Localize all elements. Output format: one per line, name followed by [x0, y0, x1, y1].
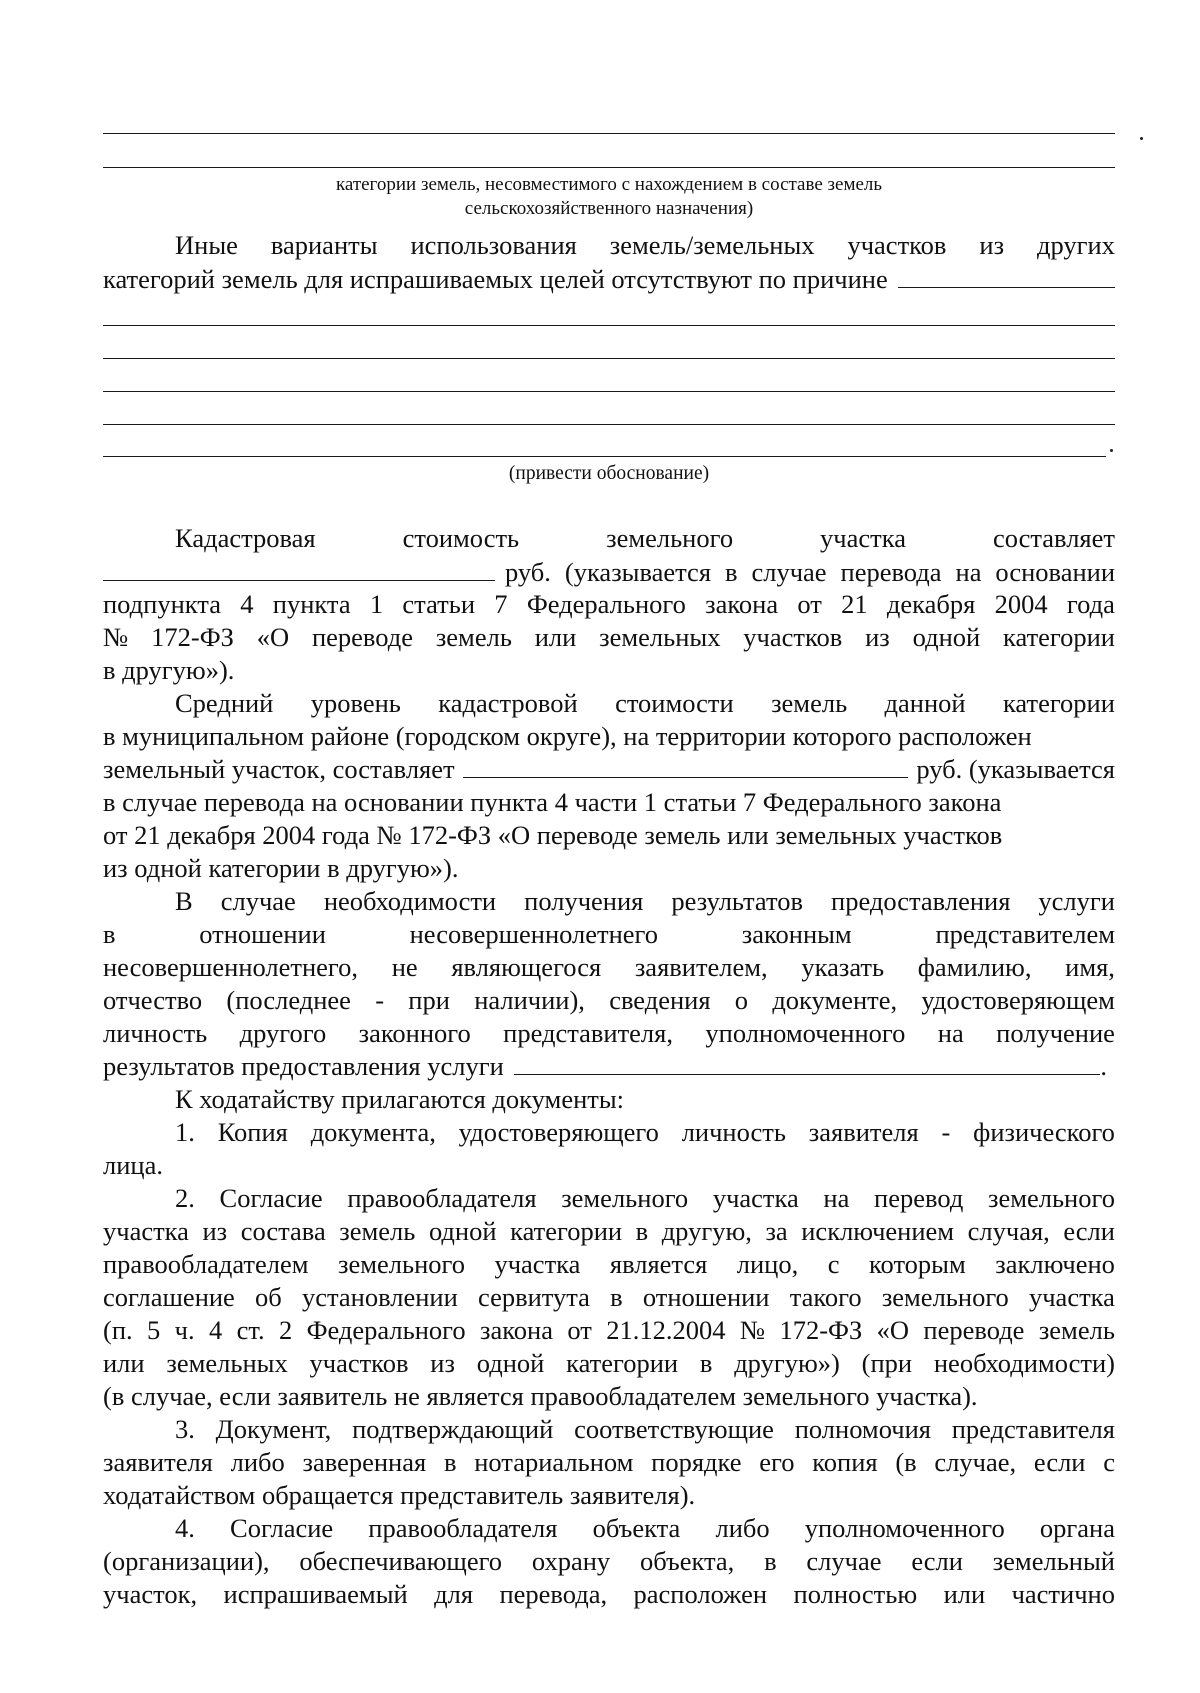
word: получение [996, 1018, 1115, 1048]
word: в [635, 1216, 649, 1246]
word: № [103, 622, 129, 652]
word: стоимость [402, 523, 520, 553]
paragraph-line [103, 1181, 1115, 1215]
caption-land-category [103, 173, 1115, 221]
word: Документ, [215, 1414, 332, 1444]
word: объекта [592, 1513, 681, 1543]
word: для [434, 1579, 474, 1609]
paragraph-line [103, 1346, 1115, 1380]
word: уполномоченного [705, 1018, 906, 1048]
word: объекта, [639, 1546, 735, 1576]
word: лицо, [736, 1249, 799, 1279]
word: участка [1028, 1282, 1115, 1312]
fill-line [103, 358, 1115, 359]
word: подпункта [103, 589, 221, 619]
paragraph-line [103, 262, 1115, 296]
word: Согласие [219, 1183, 323, 1213]
paragraph-line [103, 1280, 1115, 1314]
word: Кадастровая [175, 523, 316, 553]
word: 7 [494, 589, 508, 619]
text-fragment: категорий земель для испрашиваемых целей отсутствуют по причине [103, 264, 888, 294]
word: в [443, 1447, 457, 1477]
word: правообладателя [368, 1513, 558, 1543]
word: о [734, 985, 749, 1015]
word: случае [806, 1546, 882, 1576]
word: фамилию, [917, 952, 1032, 982]
word: с [1103, 1447, 1115, 1477]
paragraph-line [103, 983, 1115, 1017]
word: заявителя [808, 1117, 919, 1147]
word: такого [789, 1282, 862, 1312]
word: составляет [992, 523, 1115, 553]
word: представителя, [503, 1018, 673, 1048]
word: или [943, 1579, 986, 1609]
word: исключением [801, 1216, 955, 1246]
word: полностью [793, 1579, 918, 1609]
word: участок, [103, 1579, 198, 1609]
word: копия [812, 1447, 878, 1477]
word: Иные [175, 230, 238, 260]
word: одной [476, 1348, 545, 1378]
word: земельного [338, 1249, 465, 1279]
paragraph-line [103, 1016, 1115, 1050]
word: порядке [651, 1447, 742, 1477]
word: или [103, 1348, 145, 1378]
word: участков [743, 622, 843, 652]
stray-dot [1140, 137, 1143, 140]
word: варианты [270, 230, 378, 260]
fill-line [103, 456, 1106, 457]
word: если [1063, 1216, 1115, 1246]
word: переводе [311, 622, 413, 652]
word: расположен [633, 1579, 768, 1609]
word: случая, [967, 1216, 1050, 1246]
word: из [979, 230, 1005, 260]
word: документе, [772, 985, 898, 1015]
period-mark [1110, 449, 1113, 452]
word: - [375, 985, 385, 1015]
word: от [797, 589, 822, 619]
word: отношении [642, 1282, 770, 1312]
word: при [408, 985, 450, 1015]
word: на [823, 1183, 850, 1213]
word: случае, [934, 1447, 1017, 1477]
word: из [865, 622, 890, 652]
fill-line [103, 325, 1115, 326]
word: кадастровой [438, 688, 578, 718]
paragraph-line [103, 1445, 1115, 1479]
text-fragment: руб. (указывается [916, 754, 1115, 784]
word: если [1033, 1447, 1086, 1477]
word: правообладателем [103, 1249, 309, 1279]
word: документа, [310, 1117, 436, 1147]
word: 21.12.2004 [606, 1315, 726, 1345]
word: охрану [531, 1546, 611, 1576]
word: сервитута [477, 1282, 590, 1312]
word: отчество [103, 985, 203, 1015]
paragraph-line [103, 521, 1115, 555]
paragraph-line [103, 1412, 1115, 1446]
word: услуги [1038, 886, 1115, 916]
word: земельного [561, 1183, 689, 1213]
word: подтверждающий [352, 1414, 554, 1444]
word: не [391, 952, 418, 982]
word: случае [220, 886, 296, 916]
caption-line: сельскохозяйственного назначения) [464, 198, 754, 219]
word: земель [771, 688, 848, 718]
word: 1. [175, 1117, 195, 1147]
fill-blank [514, 1050, 1101, 1075]
word: соответствующие [574, 1414, 774, 1444]
word: 2. [175, 1183, 195, 1213]
word: закона [705, 589, 779, 619]
word: земель [435, 622, 512, 652]
word: переводе [923, 1315, 1025, 1345]
text-fragment: земельный участок, составляет [103, 754, 455, 784]
word: сведения [609, 985, 711, 1015]
word: земельных [166, 1348, 288, 1378]
paragraph-line [103, 950, 1115, 984]
paragraph-line [103, 686, 1115, 720]
word: одной [428, 1216, 497, 1246]
paragraph-line [103, 752, 1115, 786]
word: представителем [935, 919, 1115, 949]
word: 1 [369, 589, 384, 619]
word: земель [1038, 1315, 1115, 1345]
word: другого [239, 1018, 327, 1048]
paragraph-line: лица. [103, 1150, 163, 1180]
paragraph-line [103, 1577, 1115, 1611]
word: Федерального [306, 1315, 466, 1345]
fill-blank [898, 263, 1115, 288]
word: категории [1003, 622, 1115, 652]
word: перевода, [499, 1579, 608, 1609]
word: 2 [278, 1315, 293, 1345]
word: в [610, 1282, 623, 1312]
word: года [1066, 589, 1115, 619]
word: в [103, 919, 116, 949]
word: 2004 [994, 589, 1048, 619]
word: с [827, 1249, 840, 1279]
word: категории [1002, 688, 1115, 718]
word: состава [240, 1216, 326, 1246]
paragraph-line [103, 1544, 1115, 1578]
word: об [255, 1282, 282, 1312]
word: обеспечивающего [299, 1546, 503, 1576]
word: закона [480, 1315, 553, 1345]
paragraph-line: ходатайством обращается представитель заявителя). [103, 1480, 696, 1510]
text-fragment: результатов предоставления услуги [103, 1051, 504, 1081]
paragraph-line [103, 620, 1115, 654]
word: несовершеннолетнего [409, 919, 659, 949]
word: перевод [874, 1183, 964, 1213]
word: органа [1039, 1513, 1115, 1543]
word: заявителем, [634, 952, 768, 982]
word: указать [801, 952, 885, 982]
paragraph-line: (в случае, если заявитель не является правообладателем земельного участка). [103, 1381, 978, 1411]
word: являющегося [451, 952, 602, 982]
word: (в [895, 1447, 917, 1477]
word: нотариальном [474, 1447, 634, 1477]
word: соглашение [103, 1282, 235, 1312]
word: - [941, 1117, 951, 1147]
word: Федерального [526, 589, 686, 619]
word: законным [741, 919, 852, 949]
word: если [911, 1546, 963, 1576]
word: несовершеннолетнего, [103, 952, 359, 982]
paragraph-line: К ходатайству прилагаются документы: [175, 1084, 625, 1114]
word: является [609, 1249, 708, 1279]
word: земель [339, 1216, 416, 1246]
word: «О [256, 622, 290, 652]
paragraph-line [103, 555, 1115, 589]
word: заключено [995, 1249, 1115, 1279]
paragraph-line [103, 1247, 1115, 1281]
word: частично [1011, 1579, 1115, 1609]
word: Средний [175, 688, 274, 718]
word: из [430, 1348, 455, 1378]
word: необходимости) [933, 1348, 1115, 1378]
word: на [937, 1018, 964, 1048]
text-fragment: руб. (указывается в случае перевода на основании [505, 557, 1115, 587]
word: одной [912, 622, 981, 652]
fill-blank [463, 753, 909, 778]
word: использования [410, 230, 577, 260]
text-fragment: . [1100, 1051, 1107, 1081]
word: законного [358, 1018, 471, 1048]
word: заявителя [103, 1447, 213, 1477]
word: правообладателя [347, 1183, 537, 1213]
word: «О [876, 1315, 910, 1345]
word: Копия [217, 1117, 288, 1147]
word: получения [524, 886, 644, 916]
word: другую, [661, 1216, 752, 1246]
word: Согласие [230, 1513, 334, 1543]
word: 4 [208, 1315, 223, 1345]
word: (последнее [226, 985, 351, 1015]
paragraph-line [103, 1115, 1115, 1149]
word: земельного [606, 523, 734, 553]
paragraph-line [103, 1049, 1115, 1083]
word: В [175, 886, 193, 916]
word: из [202, 1216, 228, 1246]
word: представителя [951, 1414, 1115, 1444]
word: декабря [886, 589, 976, 619]
paragraph-line: в другую»). [103, 655, 235, 685]
paragraph-line: из одной категории в другую»). [103, 853, 459, 883]
word: участков [847, 230, 947, 260]
word: (п. [103, 1315, 133, 1345]
word: результатов [671, 886, 803, 916]
paragraph-line: в случае перевода на основании пункта 4 части 1 статьи 7 Федерального закона [103, 787, 1002, 817]
word: наличии), [474, 985, 585, 1015]
word: 4 [240, 589, 254, 619]
word: или [534, 622, 577, 652]
word: испрашиваемый [223, 1579, 408, 1609]
word: в [699, 1348, 713, 1378]
paragraph-line [103, 228, 1115, 262]
paragraph-line [103, 1313, 1115, 1347]
word: категории [566, 1348, 679, 1378]
word: заверенная [302, 1447, 427, 1477]
word: данной [884, 688, 966, 718]
fill-line [103, 424, 1115, 425]
word: 21 [841, 589, 868, 619]
word: которым [869, 1249, 966, 1279]
paragraph-line: в муниципальном районе (городском округе), на территории которого расположен [103, 721, 1032, 751]
word: статьи [402, 589, 475, 619]
word: уполномоченного [804, 1513, 1005, 1543]
word: земельного [987, 1183, 1115, 1213]
word: личность [103, 1018, 208, 1048]
word: участка [712, 1183, 799, 1213]
word: (при [861, 1348, 913, 1378]
word: участка [494, 1249, 581, 1279]
word: удостоверяющем [921, 985, 1115, 1015]
word: личность [681, 1117, 786, 1147]
fill-line [103, 133, 1115, 134]
word: других [1036, 230, 1115, 260]
word: в [764, 1546, 777, 1576]
word: либо [230, 1447, 285, 1477]
word: земель/земельных [609, 230, 815, 260]
word: отношении [199, 919, 326, 949]
word: 4. [175, 1513, 195, 1543]
word: другую») [734, 1348, 840, 1378]
word: участка [820, 523, 906, 553]
word: (организации), [103, 1546, 270, 1576]
fill-line [103, 167, 1115, 168]
caption-line: категории земель, несовместимого с нахождением в составе земель [335, 174, 883, 195]
word: предоставления [831, 886, 1011, 916]
word: категории [510, 1216, 623, 1246]
paragraph-line: от 21 декабря 2004 года № 172-ФЗ «О переводе земель или земельных участков [103, 820, 1003, 850]
word: уровень [310, 688, 401, 718]
word: стоимости [615, 688, 734, 718]
word: ст. [236, 1315, 265, 1345]
paragraph-line [103, 884, 1115, 918]
word: № [739, 1315, 766, 1345]
fill-line [103, 391, 1115, 392]
word: необходимости [323, 886, 497, 916]
caption-justification: (привести обоснование) [508, 463, 710, 484]
word: от [567, 1315, 592, 1345]
word: имя, [1065, 952, 1115, 982]
word: его [759, 1447, 795, 1477]
word: участка [103, 1216, 189, 1246]
word: земельный [992, 1546, 1115, 1576]
paragraph-line [103, 1214, 1115, 1248]
paragraph-line [103, 587, 1115, 621]
word: физического [973, 1117, 1115, 1147]
paragraph-line [103, 1511, 1115, 1545]
word: 172-ФЗ [151, 622, 234, 652]
fill-blank [103, 556, 495, 581]
word: удостоверяющего [458, 1117, 659, 1147]
word: ч. [174, 1315, 195, 1345]
word: 5 [147, 1315, 161, 1345]
word: земельного [881, 1282, 1009, 1312]
word: земельных [599, 622, 721, 652]
word: полномочия [794, 1414, 931, 1444]
word: за [765, 1216, 788, 1246]
word: 172-ФЗ [779, 1315, 863, 1345]
word: либо [715, 1513, 770, 1543]
paragraph-line [103, 917, 1115, 951]
word: пункта [272, 589, 351, 619]
word: установлении [301, 1282, 458, 1312]
word: 3. [175, 1414, 195, 1444]
word: участков [309, 1348, 409, 1378]
